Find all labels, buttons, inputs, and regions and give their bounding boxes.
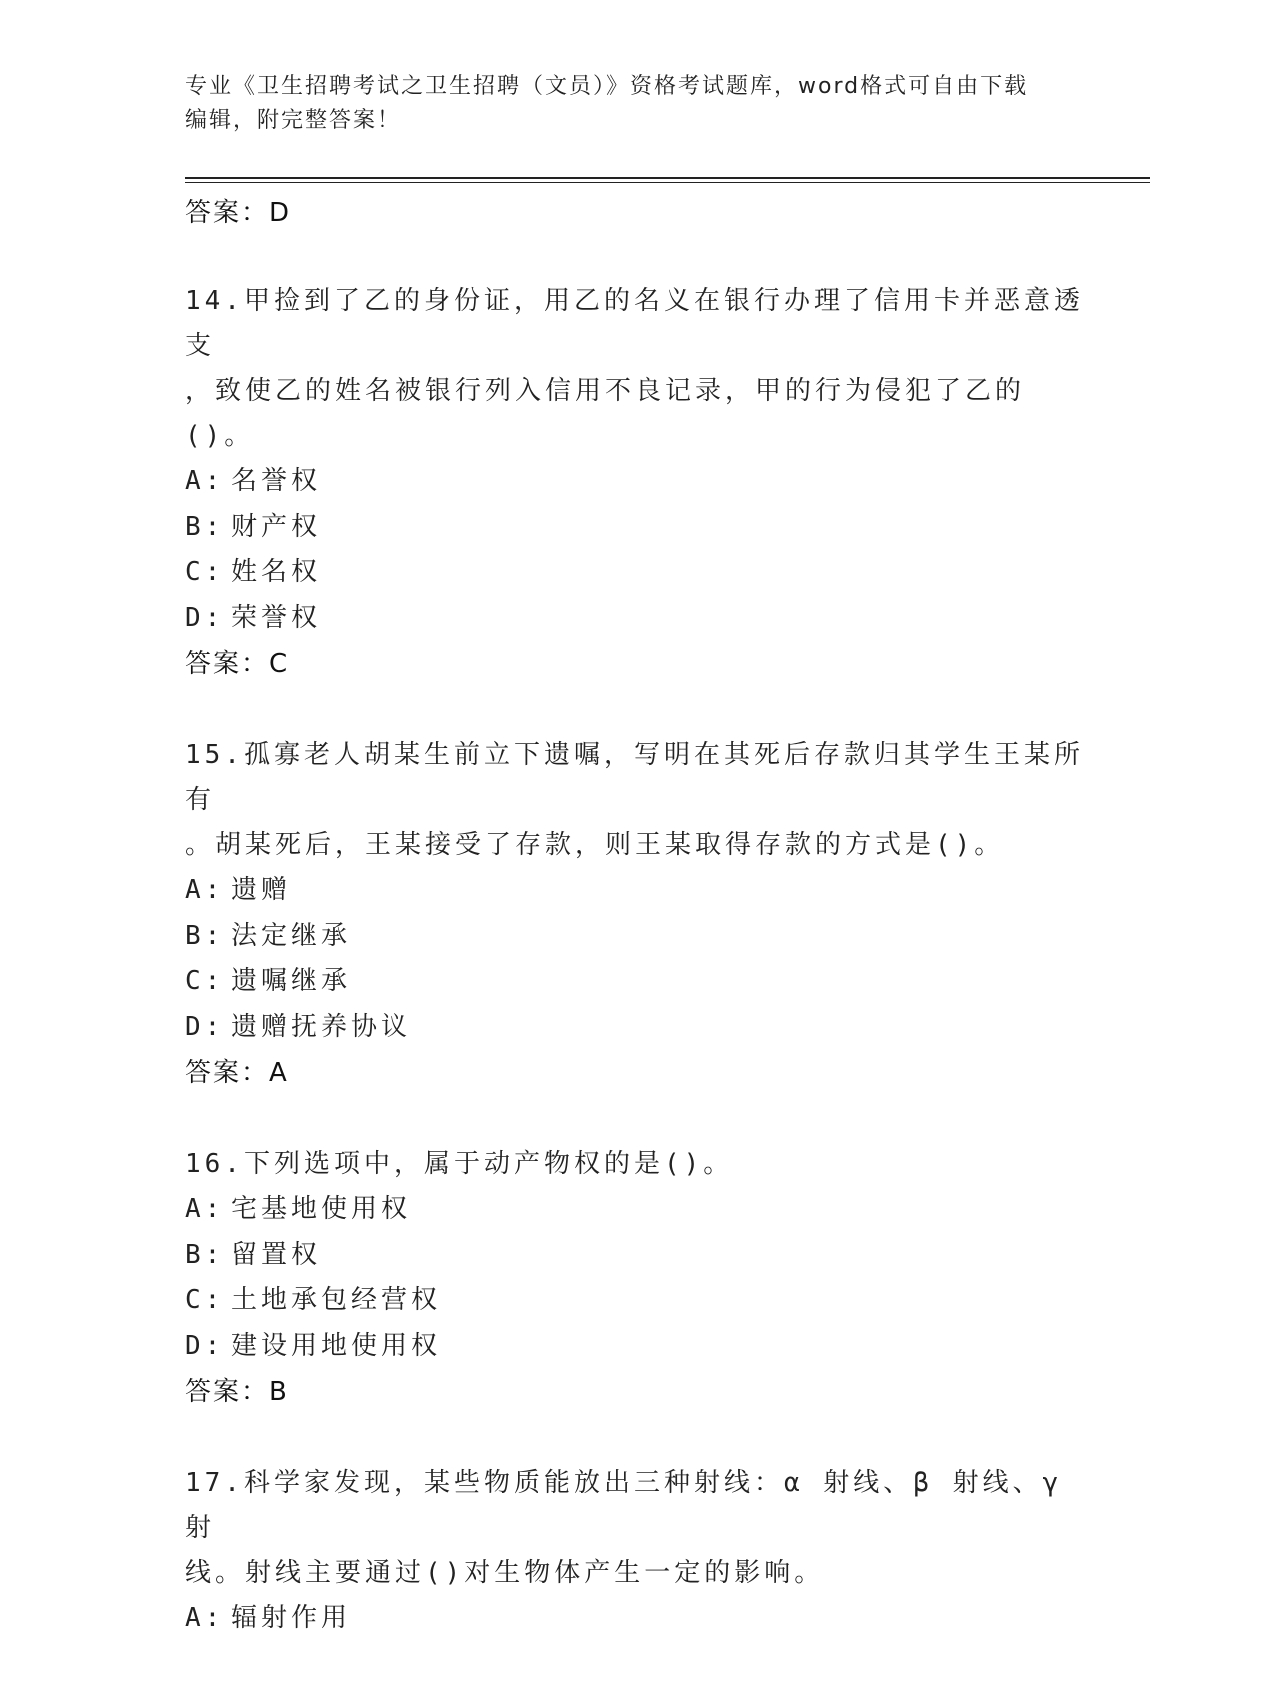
stem-line: ，致使乙的姓名被银行列入信用不良记录，甲的行为侵犯了乙的()。 xyxy=(185,376,1026,451)
option-label: D: xyxy=(185,602,225,633)
option-text: 荣誉权 xyxy=(231,602,322,633)
option-d xyxy=(185,596,1085,642)
stem-line: 。胡某死后，王某接受了存款，则王某取得存款的方式是()。 xyxy=(185,830,1005,860)
option-b xyxy=(185,914,1085,960)
header-divider-thin xyxy=(185,182,1150,183)
option-text: 土地承包经营权 xyxy=(231,1285,442,1315)
option-text: 建设用地使用权 xyxy=(231,1330,442,1361)
option-text: 留置权 xyxy=(231,1239,322,1270)
option-label: C: xyxy=(185,1285,225,1315)
option-c xyxy=(185,550,1085,596)
option-label: B: xyxy=(185,1239,225,1270)
option-label: B: xyxy=(185,920,225,951)
option-text: 辐射作用 xyxy=(231,1603,352,1633)
option-b xyxy=(185,1233,1085,1279)
option-a xyxy=(185,1596,1085,1642)
option-a xyxy=(185,868,1085,914)
question-stem xyxy=(185,1142,1085,1187)
header-line-2: 编辑，附完整答案！ xyxy=(185,108,402,133)
option-c xyxy=(185,959,1085,1005)
option-label: A: xyxy=(185,466,225,496)
question-stem xyxy=(185,1461,1085,1596)
option-text: 遗赠 xyxy=(231,875,292,905)
option-label: C: xyxy=(185,966,225,996)
header-divider-thick xyxy=(185,177,1150,179)
option-label: C: xyxy=(185,557,225,587)
option-label: D: xyxy=(185,1011,225,1042)
answer: 答案：A xyxy=(185,1058,289,1088)
document-header xyxy=(185,70,1085,138)
question-16 xyxy=(185,1142,1085,1415)
stem-line: 16.下列选项中，属于动产物权的是()。 xyxy=(185,1149,734,1179)
option-text: 遗嘱继承 xyxy=(231,966,352,996)
option-label: D: xyxy=(185,1330,225,1361)
answer: 答案：C xyxy=(185,649,290,679)
option-text: 遗赠抚养协议 xyxy=(231,1011,412,1042)
question-stem xyxy=(185,279,1085,459)
option-a xyxy=(185,459,1085,505)
option-text: 宅基地使用权 xyxy=(231,1194,412,1224)
option-label: A: xyxy=(185,1603,225,1633)
question-list xyxy=(185,279,1085,1688)
stem-line: 14.甲捡到了乙的身份证，用乙的名义在银行办理了信用卡并恶意透支 xyxy=(185,286,1084,361)
question-15 xyxy=(185,733,1085,1096)
option-text: 姓名权 xyxy=(231,557,322,587)
header-line-1: 专业《卫生招聘考试之卫生招聘（文员）》资格考试题库，word格式可自由下载 xyxy=(185,74,1029,99)
stem-line: 17.科学家发现，某些物质能放出三种射线：α 射线、β 射线、γ 射 xyxy=(185,1468,1063,1543)
stem-line: 15.孤寡老人胡某生前立下遗嘱，写明在其死后存款归其学生王某所有 xyxy=(185,740,1084,815)
question-stem xyxy=(185,733,1085,868)
option-d xyxy=(185,1005,1085,1051)
option-text: 财产权 xyxy=(231,511,322,542)
question-17 xyxy=(185,1461,1085,1642)
option-text: 名誉权 xyxy=(231,466,322,496)
option-label: A: xyxy=(185,1194,225,1224)
answer: 答案：B xyxy=(185,1377,289,1407)
stem-line: 线。射线主要通过()对生物体产生一定的影响。 xyxy=(185,1558,825,1588)
option-c xyxy=(185,1278,1085,1324)
question-14 xyxy=(185,279,1085,687)
option-label: A: xyxy=(185,875,225,905)
option-text: 法定继承 xyxy=(231,920,352,951)
option-label: B: xyxy=(185,511,225,542)
option-b xyxy=(185,505,1085,551)
previous-answer: 答案：D xyxy=(185,198,292,228)
option-a xyxy=(185,1187,1085,1233)
option-d xyxy=(185,1324,1085,1370)
